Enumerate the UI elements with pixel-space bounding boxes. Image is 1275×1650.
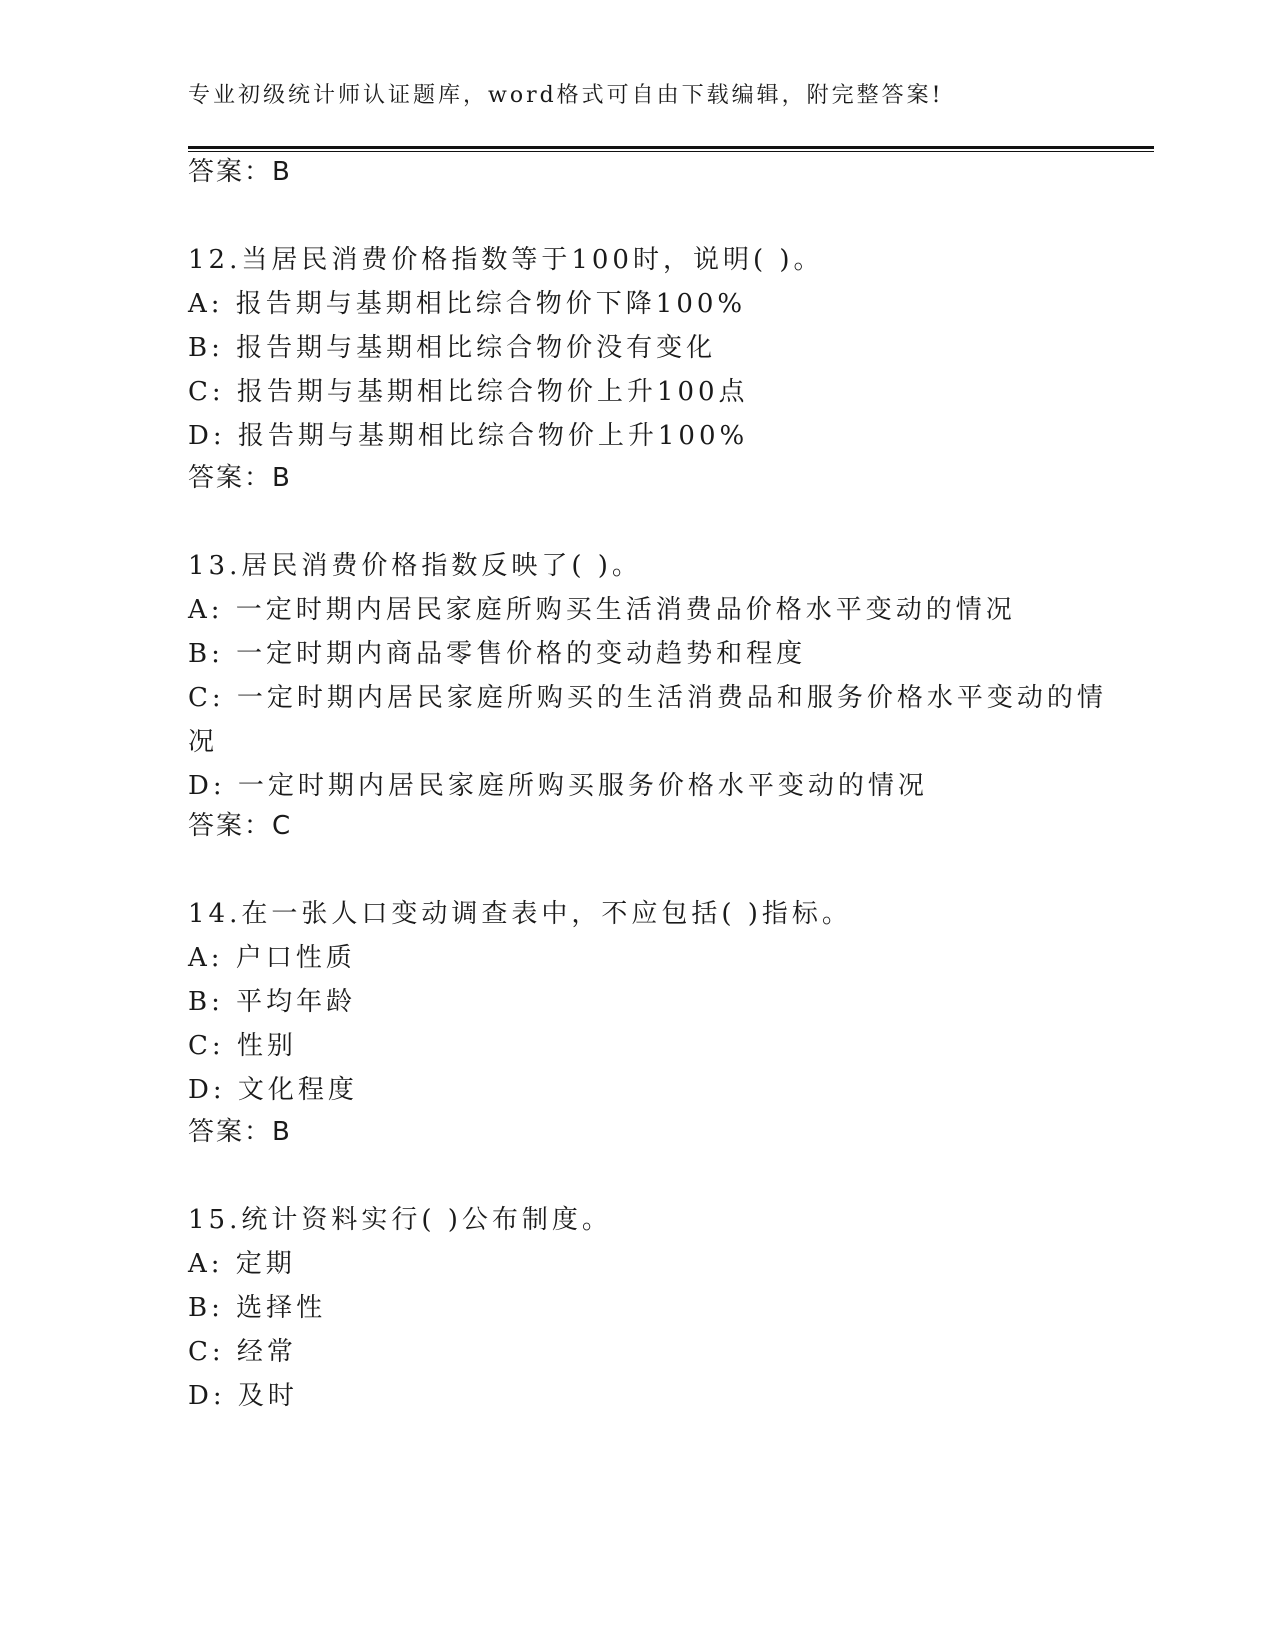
option-line: C: 经常 xyxy=(188,1337,297,1367)
question-stem: 14.在一张人口变动调查表中，不应包括( )指标。 xyxy=(188,899,852,929)
option-line: B: 报告期与基期相比综合物价没有变化 xyxy=(188,333,717,363)
answer-line: 答案：B xyxy=(188,1117,292,1147)
option-line: B: 平均年龄 xyxy=(188,987,357,1017)
option-line: B: 选择性 xyxy=(188,1293,327,1323)
answer-line: 答案：B xyxy=(188,463,292,493)
option-line: A: 户口性质 xyxy=(188,943,356,973)
option-line: D: 文化程度 xyxy=(188,1075,358,1105)
option-line: A: 定期 xyxy=(188,1249,296,1279)
option-line: D: 及时 xyxy=(188,1381,298,1411)
page-header: 专业初级统计师认证题库，word格式可自由下载编辑，附完整答案! xyxy=(188,83,944,108)
option-line: B: 一定时期内商品零售价格的变动趋势和程度 xyxy=(188,639,807,669)
option-line: C: 一定时期内居民家庭所购买的生活消费品和服务价格水平变动的情 xyxy=(188,683,1107,713)
question-stem: 15.统计资料实行( )公布制度。 xyxy=(188,1205,612,1235)
option-line: C: 报告期与基期相比综合物价上升100点 xyxy=(188,377,749,407)
option-line: D: 报告期与基期相比综合物价上升100% xyxy=(188,421,749,451)
option-line: D: 一定时期内居民家庭所购买服务价格水平变动的情况 xyxy=(188,771,928,801)
answer-line: 答案：B xyxy=(188,157,292,187)
question-stem: 12.当居民消费价格指数等于100时，说明( )。 xyxy=(188,245,824,275)
option-line: C: 性别 xyxy=(188,1031,297,1061)
option-line: A: 报告期与基期相比综合物价下降100% xyxy=(188,289,747,319)
option-line: A: 一定时期内居民家庭所购买生活消费品价格水平变动的情况 xyxy=(188,595,1016,625)
answer-line: 答案：C xyxy=(188,811,293,841)
header-rule-thin xyxy=(188,151,1154,152)
option-line-continued: 况 xyxy=(188,727,219,757)
question-stem: 13.居民消费价格指数反映了( )。 xyxy=(188,551,642,581)
header-rule xyxy=(188,146,1154,149)
